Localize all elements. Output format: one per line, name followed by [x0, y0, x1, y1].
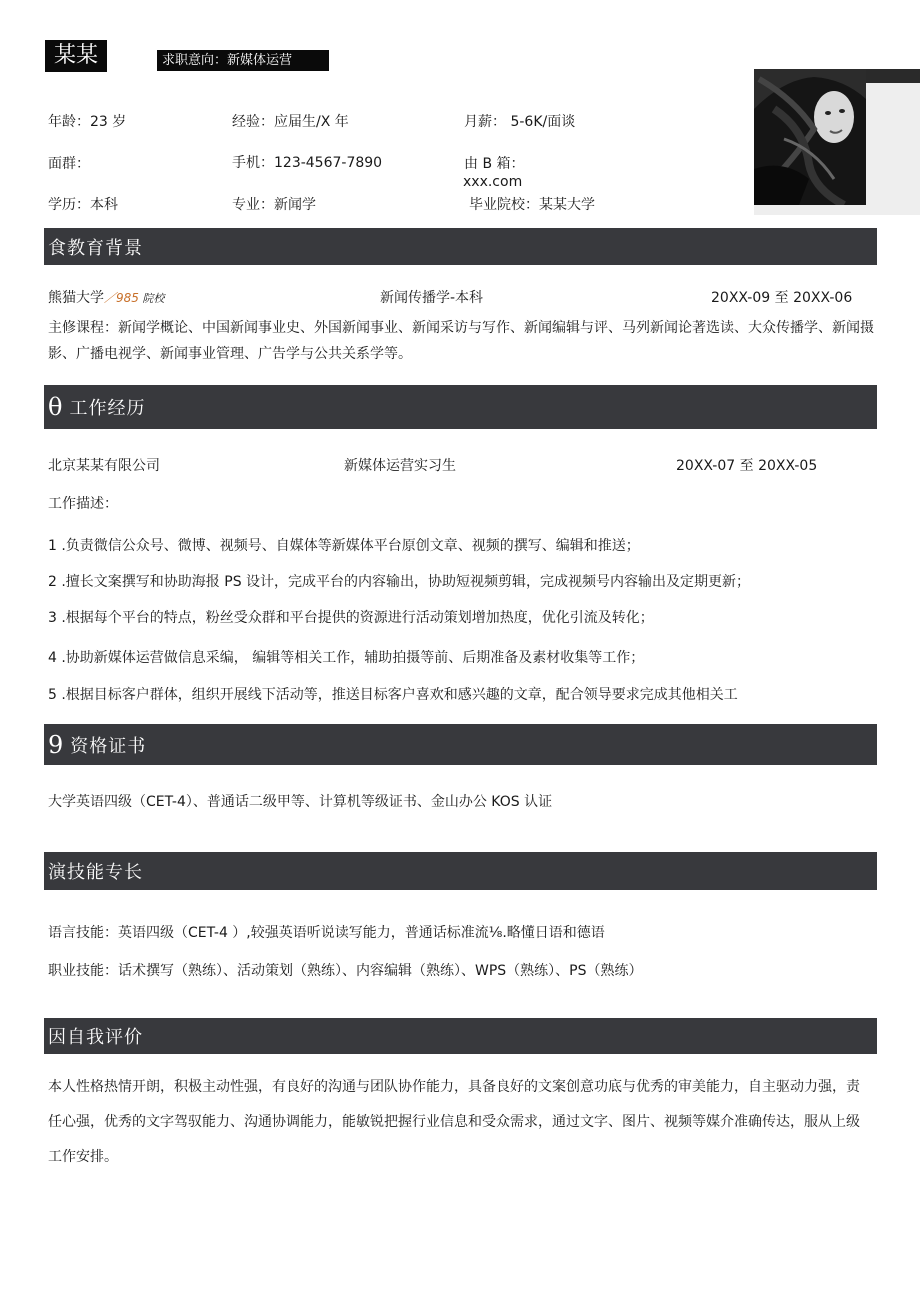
skills-title: 技能专长	[67, 862, 143, 883]
profile-photo	[754, 69, 866, 205]
school-tag-suffix: 院校	[138, 292, 165, 305]
certificates-icon: 9	[48, 730, 65, 759]
info-degree: 学历：本科	[48, 197, 118, 213]
candidate-name: 某某	[45, 40, 107, 72]
info-email-label: 由 B 箱：	[464, 156, 525, 172]
section-skills-header	[44, 852, 877, 890]
info-email-value: xxx.com	[463, 174, 523, 190]
section-self-eval-header	[44, 1018, 877, 1054]
education-title: 教育背景	[67, 237, 143, 259]
work-item: 4 .协助新媒体运营做信息采编， 编辑等相关工作，辅助拍摄等前、后期准备及素材收集等工作；	[48, 650, 645, 666]
photo-accent-bar	[866, 69, 920, 83]
education-icon: 食	[48, 237, 67, 259]
certificates-title: 资格证书	[70, 735, 147, 757]
school-tag: ／985	[104, 291, 139, 305]
info-phone: 手机：123-4567-7890	[232, 155, 383, 171]
info-major: 专业：新闻学	[232, 197, 316, 213]
job-intent: 求职意向：新媒体运营	[157, 50, 329, 71]
self-eval-title: 自我评价	[67, 1027, 143, 1048]
work-company: 北京某某有限公司	[48, 458, 160, 474]
info-age: 年龄：23 岁	[48, 114, 127, 130]
work-period: 20XX-07 至 20XX-05	[676, 458, 818, 474]
section-work-header	[44, 385, 877, 429]
work-item: 1 .负责微信公众号、微博、视频号、自媒体等新媒体平台原创文章、视频的撰写、编辑和推送；	[48, 538, 640, 554]
section-education-header	[44, 228, 877, 265]
self-eval-content: 本人性格热情开朗，积极主动性强，有良好的沟通与团队协作能力，具备良好的文案创意功底与优秀的审美能力，自主驱动力强，责任心强，优秀的文字驾驭能力、沟通协调能力，能敏锐把握行业信息和受众需求，通过文字、图片、视频等媒介准确传达，服从上级工作安排。	[48, 1079, 860, 1165]
work-item: 3 .根据每个平台的特点，粉丝受众群和平台提供的资源进行活动策划增加热度，优化引流及转化；	[48, 610, 654, 626]
skills-language: 语言技能：英语四级（CET-4 ）,较强英语听说读写能力，普通话标准流⅛.略懂日语和德语	[48, 925, 605, 941]
section-certificates-header	[44, 724, 877, 765]
work-desc-label: 工作描述：	[48, 496, 118, 512]
work-position: 新媒体运营实习生	[344, 458, 456, 474]
school-name: 熊猫大学	[48, 290, 104, 306]
education-school	[48, 287, 164, 307]
info-appearance: 面群：	[48, 156, 90, 172]
work-title: 工作经历	[69, 398, 146, 419]
education-period: 20XX-09 至 20XX-06	[711, 290, 853, 306]
work-item: 2 .擅长文案撰写和协助海报 PS 设计，完成平台的内容输出，协助短视频剪辑，完成视频号内容输出及定期更新；	[48, 574, 751, 590]
certificates-content: 大学英语四级（CET-4）、普通话二级甲等、计算机等级证书、金山办公 KOS 认证	[48, 794, 553, 810]
info-salary: 月薪： 5-6K/面谈	[464, 114, 576, 130]
education-courses: 主修课程：新闻学概论、中国新闻事业史、外国新闻事业、新闻采访与写作、新闻编辑与评、马列新闻论著选读、大众传播学、新闻摄影、广播电视学、新闻事业管理、广告学与公共关系学等。	[48, 320, 874, 362]
self-eval-icon: 因	[48, 1027, 67, 1048]
skills-icon: 演	[48, 862, 67, 883]
skills-professional: 职业技能：话术撰写（熟练）、活动策划（熟练）、内容编辑（熟练）、WPS（熟练）、PS（熟练）	[48, 963, 643, 979]
info-experience: 经验：应届生/X 年	[232, 114, 349, 130]
work-item: 5 .根据目标客户群体，组织开展线下活动等，推送目标客户喜欢和感兴趣的文章，配合领导要求完成其他相关工	[48, 687, 738, 703]
education-program: 新闻传播学-本科	[380, 290, 484, 306]
work-icon: θ	[48, 393, 64, 421]
info-school: 毕业院校：某某大学	[469, 197, 595, 213]
portrait-image	[754, 69, 866, 205]
